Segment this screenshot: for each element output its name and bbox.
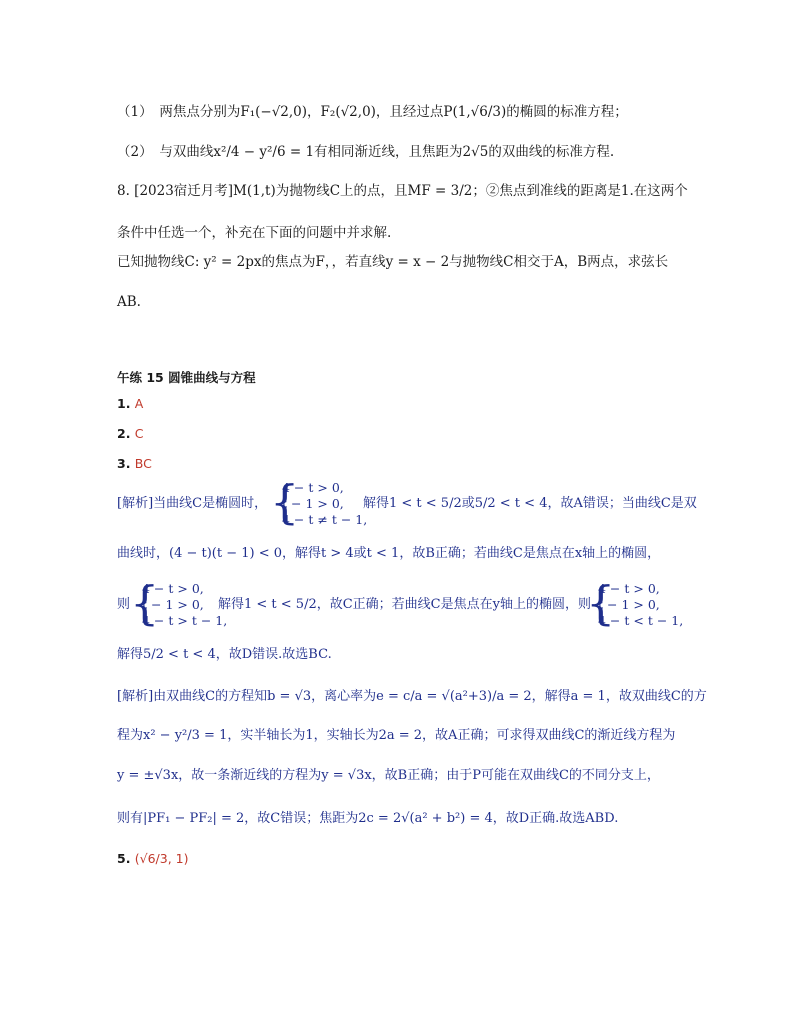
solution-4-line-4: 则有|PF₁ − PF₂| = 2，故C错误；焦距为2c = 2√(a² + b²) = 4，故D正确.故选ABD.: [117, 811, 619, 826]
brace-icon: {: [270, 475, 300, 529]
problem-8-line-4: AB.: [117, 294, 141, 310]
answer-5: [117, 850, 189, 868]
problem-7-part-2: （2） 与双曲线x²/4 − y²/6 = 1有相同渐近线，且焦距为2√5的双曲线的标准方程.: [117, 144, 615, 160]
brace-icon: {: [130, 576, 160, 630]
solution-4-line-2: 程为x² − y²/3 = 1，实半轴长为1，实轴长为2a = 2，故A正确；可求得双曲线C的渐近线方程为: [117, 728, 676, 743]
answer-3: [117, 455, 152, 473]
answer-value: C: [134, 426, 144, 441]
system-row: 4 − t ≠ t − 1,: [282, 512, 368, 527]
problem-8-line-3: 已知抛物线C: y² = 2px的焦点为F，，若直线y = x − 2与抛物线C相交于A，B两点，求弦长: [117, 254, 669, 270]
solution-3-then: 则: [117, 597, 131, 612]
answer-number: 5.: [117, 851, 131, 866]
system-row: 4 − t < t − 1,: [598, 613, 684, 628]
solution-3-mid: 解得1 < t < 5/2，故C正确；若曲线C是焦点在y轴上的椭圆，则: [218, 597, 591, 612]
answer-number: 2.: [117, 426, 131, 441]
solution-3-text-1: [解析]当曲线C是椭圆时，: [117, 496, 268, 511]
system-row: 4 − t > 0,: [142, 581, 204, 596]
solution-4-line-1: [解析]由双曲线C的方程知b = √3，离心率为e = c/a = √(a²+3)/a = 2，解得a = 1，故双曲线C的方: [117, 689, 707, 704]
system-row: 4 − t > t − 1,: [142, 613, 228, 628]
answer-1: [117, 395, 143, 413]
solution-4-line-3: y = ±√3x，故一条渐近线的方程为y = √3x，故B正确；由于P可能在双曲线C的不同分支上，: [117, 768, 660, 783]
answer-number: 3.: [117, 456, 131, 471]
problem-7-part-1: （1） 两焦点分别为F₁(−√2,0)，F₂(√2,0)，且经过点P(1,√6/3)的椭圆的标准方程；: [117, 104, 628, 120]
system-row: 4 − t > 0,: [282, 480, 344, 495]
brace-icon: {: [586, 576, 616, 630]
solution-3-line-2: 曲线时，(4 − t)(t − 1) < 0，解得t > 4或t < 1，故B正确；若曲线C是焦点在x轴上的椭圆，: [117, 546, 661, 561]
problem-8-line-2: 条件中任选一个，补充在下面的问题中并求解.: [117, 225, 392, 241]
system-row: t − 1 > 0,: [142, 597, 204, 612]
section-title: 午练 15 圆锥曲线与方程: [117, 370, 256, 385]
solution-3-text-2: 解得1 < t < 5/2或5/2 < t < 4，故A错误；当曲线C是双: [363, 496, 697, 511]
system-row: 4 − t > 0,: [598, 581, 660, 596]
system-row: t − 1 > 0,: [598, 597, 660, 612]
answer-2: [117, 425, 143, 443]
answer-value: BC: [134, 456, 152, 471]
problem-8-line-1: 8. [2023宿迁月考]M(1,t)为抛物线C上的点，且MF = 3/2；②焦点到准线的距离是1.在这两个: [117, 183, 688, 199]
answer-value: (√6/3, 1): [134, 851, 189, 866]
answer-value: A: [134, 396, 144, 411]
answer-number: 1.: [117, 396, 131, 411]
solution-3-line-4: 解得5/2 < t < 4，故D错误.故选BC.: [117, 647, 332, 662]
system-row: t − 1 > 0,: [282, 496, 344, 511]
